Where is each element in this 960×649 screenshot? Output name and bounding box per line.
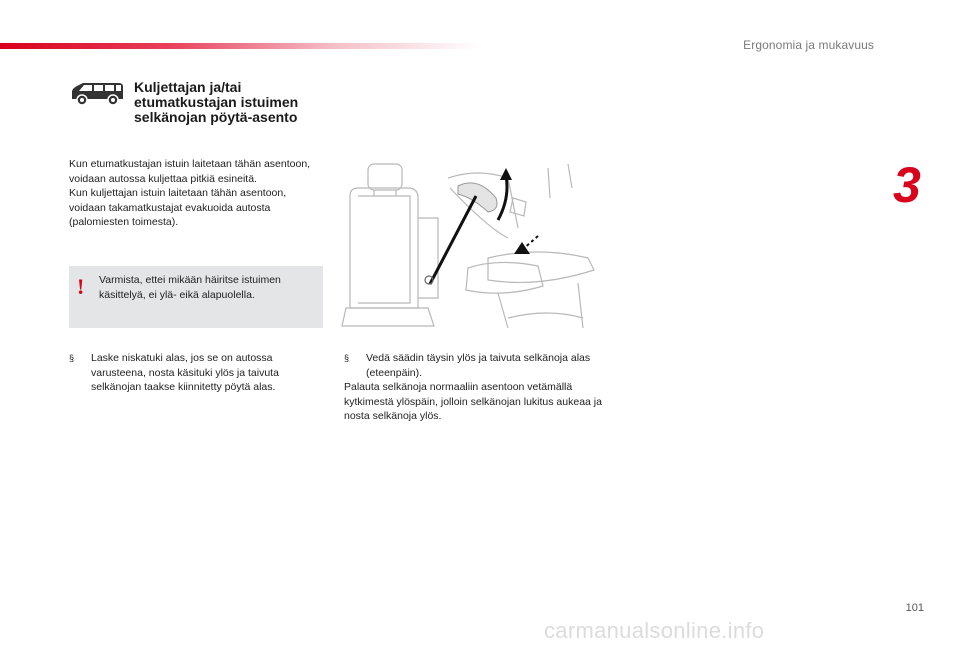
chapter-number: 3 <box>893 157 921 213</box>
step-1 <box>69 351 319 395</box>
section-title: Ergonomia ja mukavuus <box>743 38 874 52</box>
step-2 <box>344 351 606 380</box>
step-2-text: Vedä säädin täysin ylös ja taivuta selkänoja alas (eteenpäin). <box>366 352 591 379</box>
intro-paragraph-1: Kun etumatkustajan istuin laitetaan tähän asentoon, voidaan autossa kuljettaa pitkiä esineitä. <box>69 158 311 185</box>
bullet-icon: § <box>69 353 75 363</box>
page-number: 101 <box>905 602 924 614</box>
exclamation-icon: ! <box>77 274 85 299</box>
header-accent-bar <box>0 43 480 49</box>
intro-text <box>69 157 325 230</box>
step-1-text: Laske niskatuki alas, jos se on autossa varusteena, nosta käsituki ylös ja taivuta selkänojan taakse kiinnitetty pöytä alas. <box>91 352 279 393</box>
warning-box <box>69 266 323 328</box>
restore-text: Palauta selkänoja normaaliin asentoon vetämällä kytkimestä ylöspäin, jolloin selkänojan lukitus aukeaa ja nosta selkänoja ylös. <box>344 381 602 422</box>
watermark: carmanualsonline.info <box>544 618 765 643</box>
van-icon <box>69 80 125 106</box>
seat-illustration <box>338 158 600 332</box>
warning-text: Varmista, ettei mikään häiritse istuimen käsittelyä, ei ylä- eikä alapuolella. <box>99 274 281 301</box>
bullet-icon: § <box>344 353 350 363</box>
page-title: Kuljettajan ja/tai etumatkustajan istuimen selkänojan pöytä-asento <box>134 79 299 125</box>
intro-paragraph-2: Kun kuljettajan istuin laitetaan tähän asentoon, voidaan takamatkustajat evakuoida autosta (palomiesten toimesta). <box>69 187 287 228</box>
